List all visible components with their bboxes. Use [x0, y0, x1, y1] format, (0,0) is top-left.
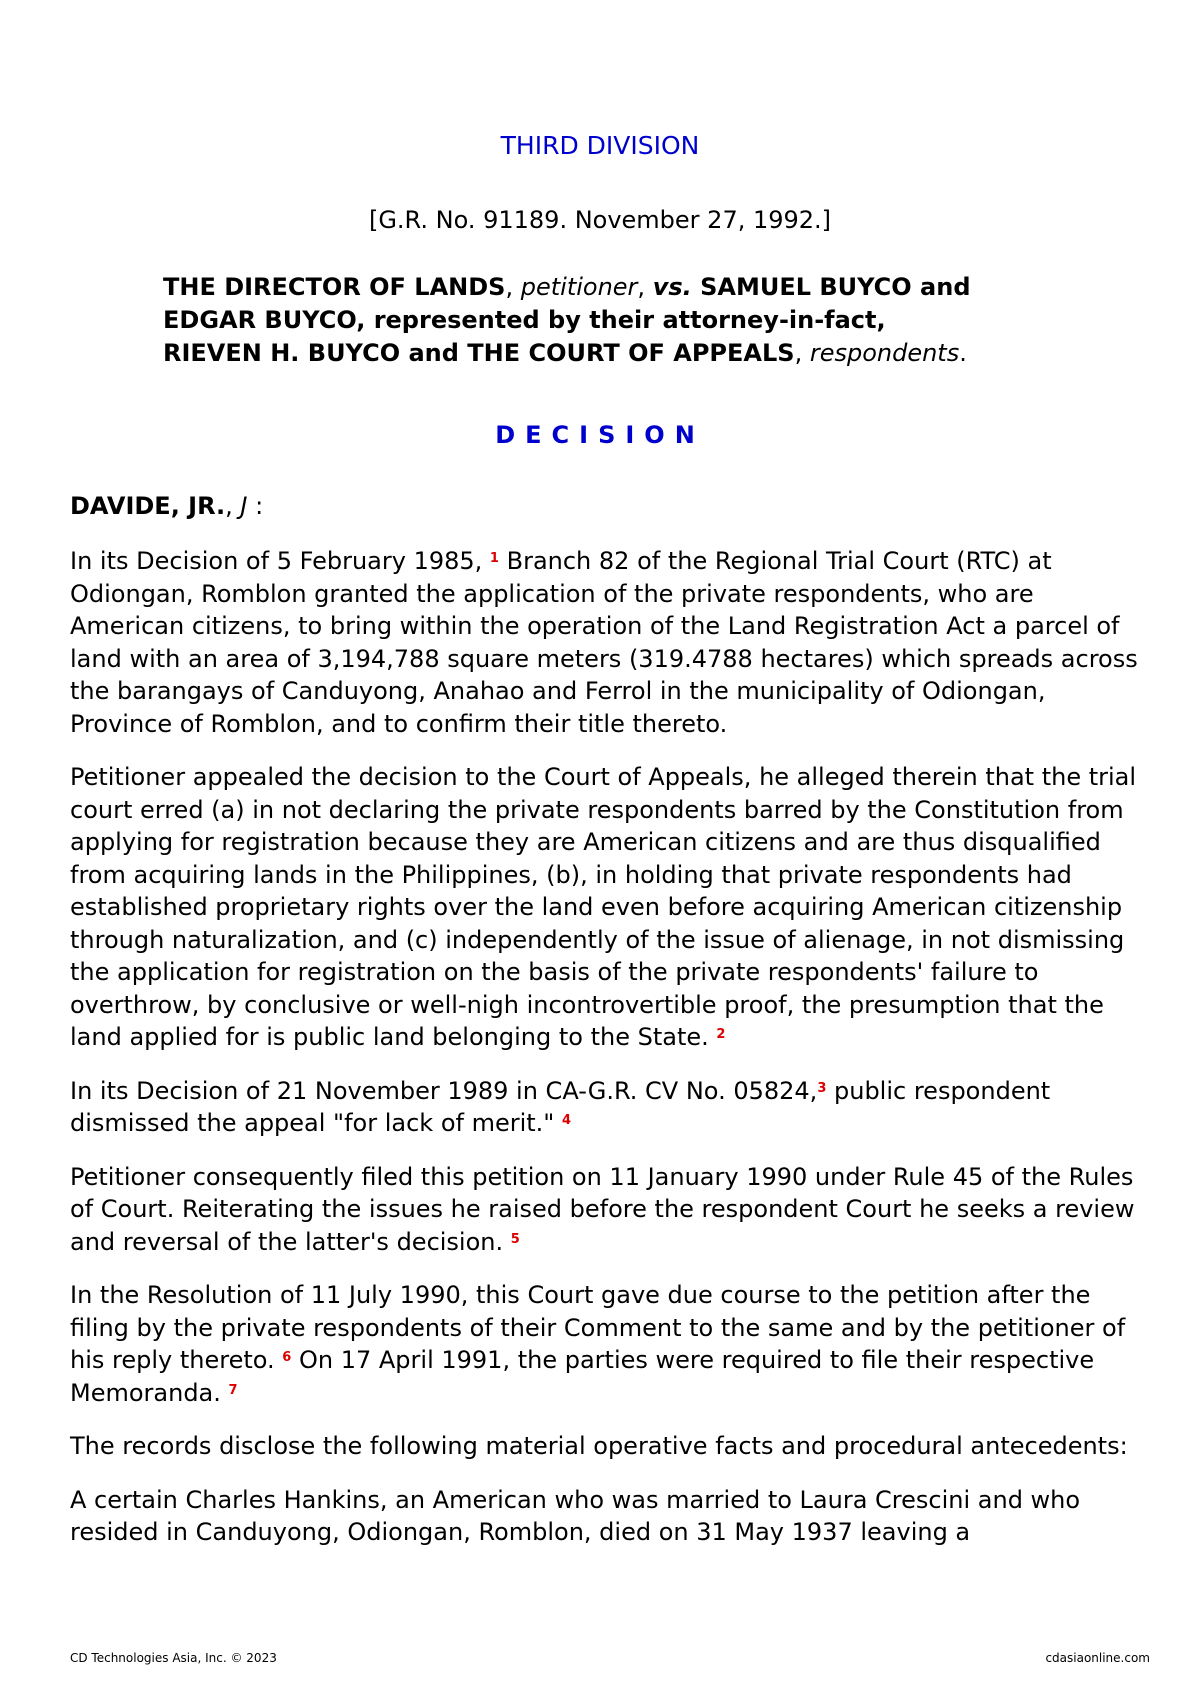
paragraph-text: Branch 82 of the Regional Trial Court (RTC) at Odiongan, Romblon granted the application of the private respondents, who are American citizens, to bring within the operation of the Land Registration Act a parcel of land with an area of 3,194,788 square meters (319.4788 hectares) which spreads across the barangays of Canduyong, Anahao and Ferrol in the municipality of Odiongan, Province of Romblon, and to confirm their title thereto. [70, 547, 1138, 738]
versus: vs. [652, 273, 692, 301]
petitioner-name: THE DIRECTOR OF LANDS [163, 273, 506, 301]
ponente-name: DAVIDE, JR. [70, 492, 226, 520]
footnote-ref-3[interactable]: 3 [817, 1080, 827, 1096]
footnote-ref-6[interactable]: 6 [282, 1350, 292, 1365]
division-heading: THIRD DIVISION [500, 131, 700, 160]
paragraph-5 [70, 1279, 1145, 1409]
paragraph-text: On 17 April 1991, the parties were required to file their respective Memoranda. [70, 1346, 1095, 1407]
paragraph-1 [70, 545, 1145, 740]
petitioner-role: petitioner [520, 273, 638, 301]
caption-comma: , [505, 273, 521, 301]
paragraph-4 [70, 1161, 1145, 1259]
footnote-ref-2[interactable]: 2 [716, 1027, 726, 1042]
respondents-line-1: SAMUEL BUYCO and [700, 273, 971, 301]
paragraph-text: A certain Charles Hankins, an American who was married to Laura Crescini and who resided in Canduyong, Odiongan, Romblon, died on 31 May 1937 leaving a [70, 1485, 1081, 1546]
paragraph-text: In the Resolution of 11 July 1990, this Court gave due course to the petition after the filing by the private respondents of their Comment to the same and by the petitioner of his reply thereto. [70, 1281, 1126, 1374]
decision-body [70, 545, 1145, 1570]
paragraph-2 [70, 761, 1145, 1054]
respondents-line-2: EDGAR BUYCO, represented by their attorney-in-fact, [163, 306, 886, 334]
ponente-comma: , [225, 492, 241, 520]
respondents-line-3: RIEVEN H. BUYCO and THE COURT OF APPEALS [163, 339, 795, 367]
case-caption [163, 271, 1063, 370]
footnote-ref-1[interactable]: 1 [489, 551, 499, 566]
footnote-ref-4[interactable]: 4 [561, 1113, 572, 1128]
paragraph-text: Petitioner appealed the decision to the Court of Appeals, he alleged therein that the trial court erred (a) in not declaring the private respondents barred by the Constitution from applying for registration because they are American citizens and are thus disqualified from acquiring lands in the Philippines, (b), in holding that private respondents had established proprietary rights over the land even before acquiring American citizenship through naturalization, and (c) independently of the issue of alienage, in not dismissing the application for registration on the basis of the private respondents' failure to overthrow, by conclusive or well-nigh incontrovertible proof, the presumption that the land applied for is public land belonging to the State. [70, 763, 1137, 1051]
paragraph-7 [70, 1484, 1145, 1549]
caption-comma: , [637, 273, 653, 301]
paragraph-3 [70, 1075, 1145, 1140]
caption-period: . [959, 339, 967, 367]
paragraph-text: In its Decision of 21 November 1989 in CA-G.R. CV No. 05824, [70, 1076, 818, 1105]
footnote-ref-7[interactable]: 7 [228, 1382, 238, 1398]
decision-title: DECISION [495, 421, 705, 449]
paragraph-text: In its Decision of 5 February 1985, [70, 547, 483, 575]
footer-copyright: CD Technologies Asia, Inc. © 2023 [70, 1651, 277, 1665]
ponente-title: J [240, 492, 248, 520]
paragraph-text: Petitioner consequently filed this petition on 11 January 1990 under Rule 45 of the Rules of Court. Reiterating the issues he raised before the respondent Court he seeks a review and reversal of the latter's decision. [70, 1162, 1135, 1256]
ponente-colon: : [247, 492, 264, 520]
caption-comma: , [794, 339, 810, 367]
footer-site: cdasiaonline.com [1045, 1651, 1150, 1665]
respondents-role: respondents [809, 339, 960, 367]
footnote-ref-5[interactable]: 5 [510, 1231, 520, 1247]
paragraph-text: The records disclose the following material operative facts and procedural antecedents: [70, 1432, 1128, 1460]
paragraph-6 [70, 1430, 1145, 1463]
paragraph-text: public respondent dismissed the appeal "for lack of merit." [70, 1076, 1051, 1137]
case-number: [G.R. No. 91189. November 27, 1992.] [368, 206, 832, 234]
ponente [70, 491, 263, 521]
